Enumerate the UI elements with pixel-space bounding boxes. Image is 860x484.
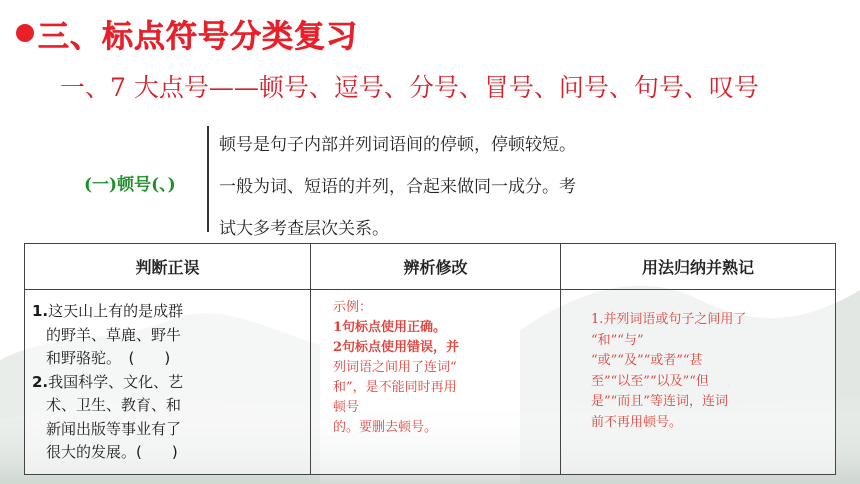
analysis-line: 和”，是不能同时再用 [333, 380, 457, 395]
definition-divider [207, 126, 209, 232]
subtitle: 一、7 大点号——顿号、逗号、分号、冒号、问号、句号、叹号 [60, 73, 759, 102]
usage-line: “和”“与” [591, 332, 644, 348]
analysis-line: 的。要删去顿号。 [333, 420, 438, 435]
cell-questions [25, 290, 310, 474]
question-line: 这天山上有的是成群 [48, 302, 184, 320]
usage-line: 至”“以至”“以及”“但 [591, 373, 709, 389]
question-item [32, 371, 292, 465]
usage-line: 是”“而且”等连词，连词 [591, 394, 728, 409]
definition-line: 试大多考查层次关系。 [219, 219, 389, 239]
question-line: 新闻出版等事业有了 [46, 419, 182, 438]
header-usage: 用法归纳并熟记 [560, 244, 835, 290]
bullet-dot-icon [16, 24, 34, 42]
question-line: 我国科学、文化、艺 [48, 372, 184, 391]
usage-line: 前不再用顿号。 [591, 414, 683, 430]
definition-line: 一般为词、短语的并列，合起来做同一成分。考 [219, 177, 576, 197]
analysis-line: 示例： [333, 300, 373, 315]
analysis-line: 2句标点使用错误，并 [333, 340, 460, 355]
analysis-line: 列词语之间用了连词“ [333, 360, 457, 375]
question-line: 术、卫生、教育、和 [46, 396, 182, 414]
analysis-line: 1句标点使用正确。 [333, 320, 447, 335]
question-line: 的野羊、草鹿、野牛 [46, 325, 182, 344]
question-line: 和野骆驼。 ( ) [46, 349, 171, 367]
question-line: 很大的发展。( ) [46, 443, 178, 461]
header-judge: 判断正误 [25, 244, 310, 290]
question-item [32, 300, 292, 371]
analysis-line: 顿号 [333, 400, 360, 415]
usage-line: 1.并列词语或句子之间用了 [591, 312, 747, 327]
definition-line: 顿号是句子内部并列词语间的停顿，停顿较短。 [219, 135, 576, 155]
usage-line: “或”“及”“或者”“甚 [591, 353, 703, 368]
cell-analysis [310, 290, 560, 474]
definition-text [219, 124, 669, 250]
question-number: 2. [32, 372, 49, 391]
definition-label: (一)顿号(、) [84, 175, 176, 195]
question-number: 1. [32, 302, 49, 320]
header-analysis: 辨析修改 [310, 244, 560, 290]
section-title [16, 10, 358, 56]
cell-usage [560, 290, 835, 474]
exercise-table [24, 243, 836, 475]
section-title-text: 三、标点符号分类复习 [38, 18, 358, 55]
